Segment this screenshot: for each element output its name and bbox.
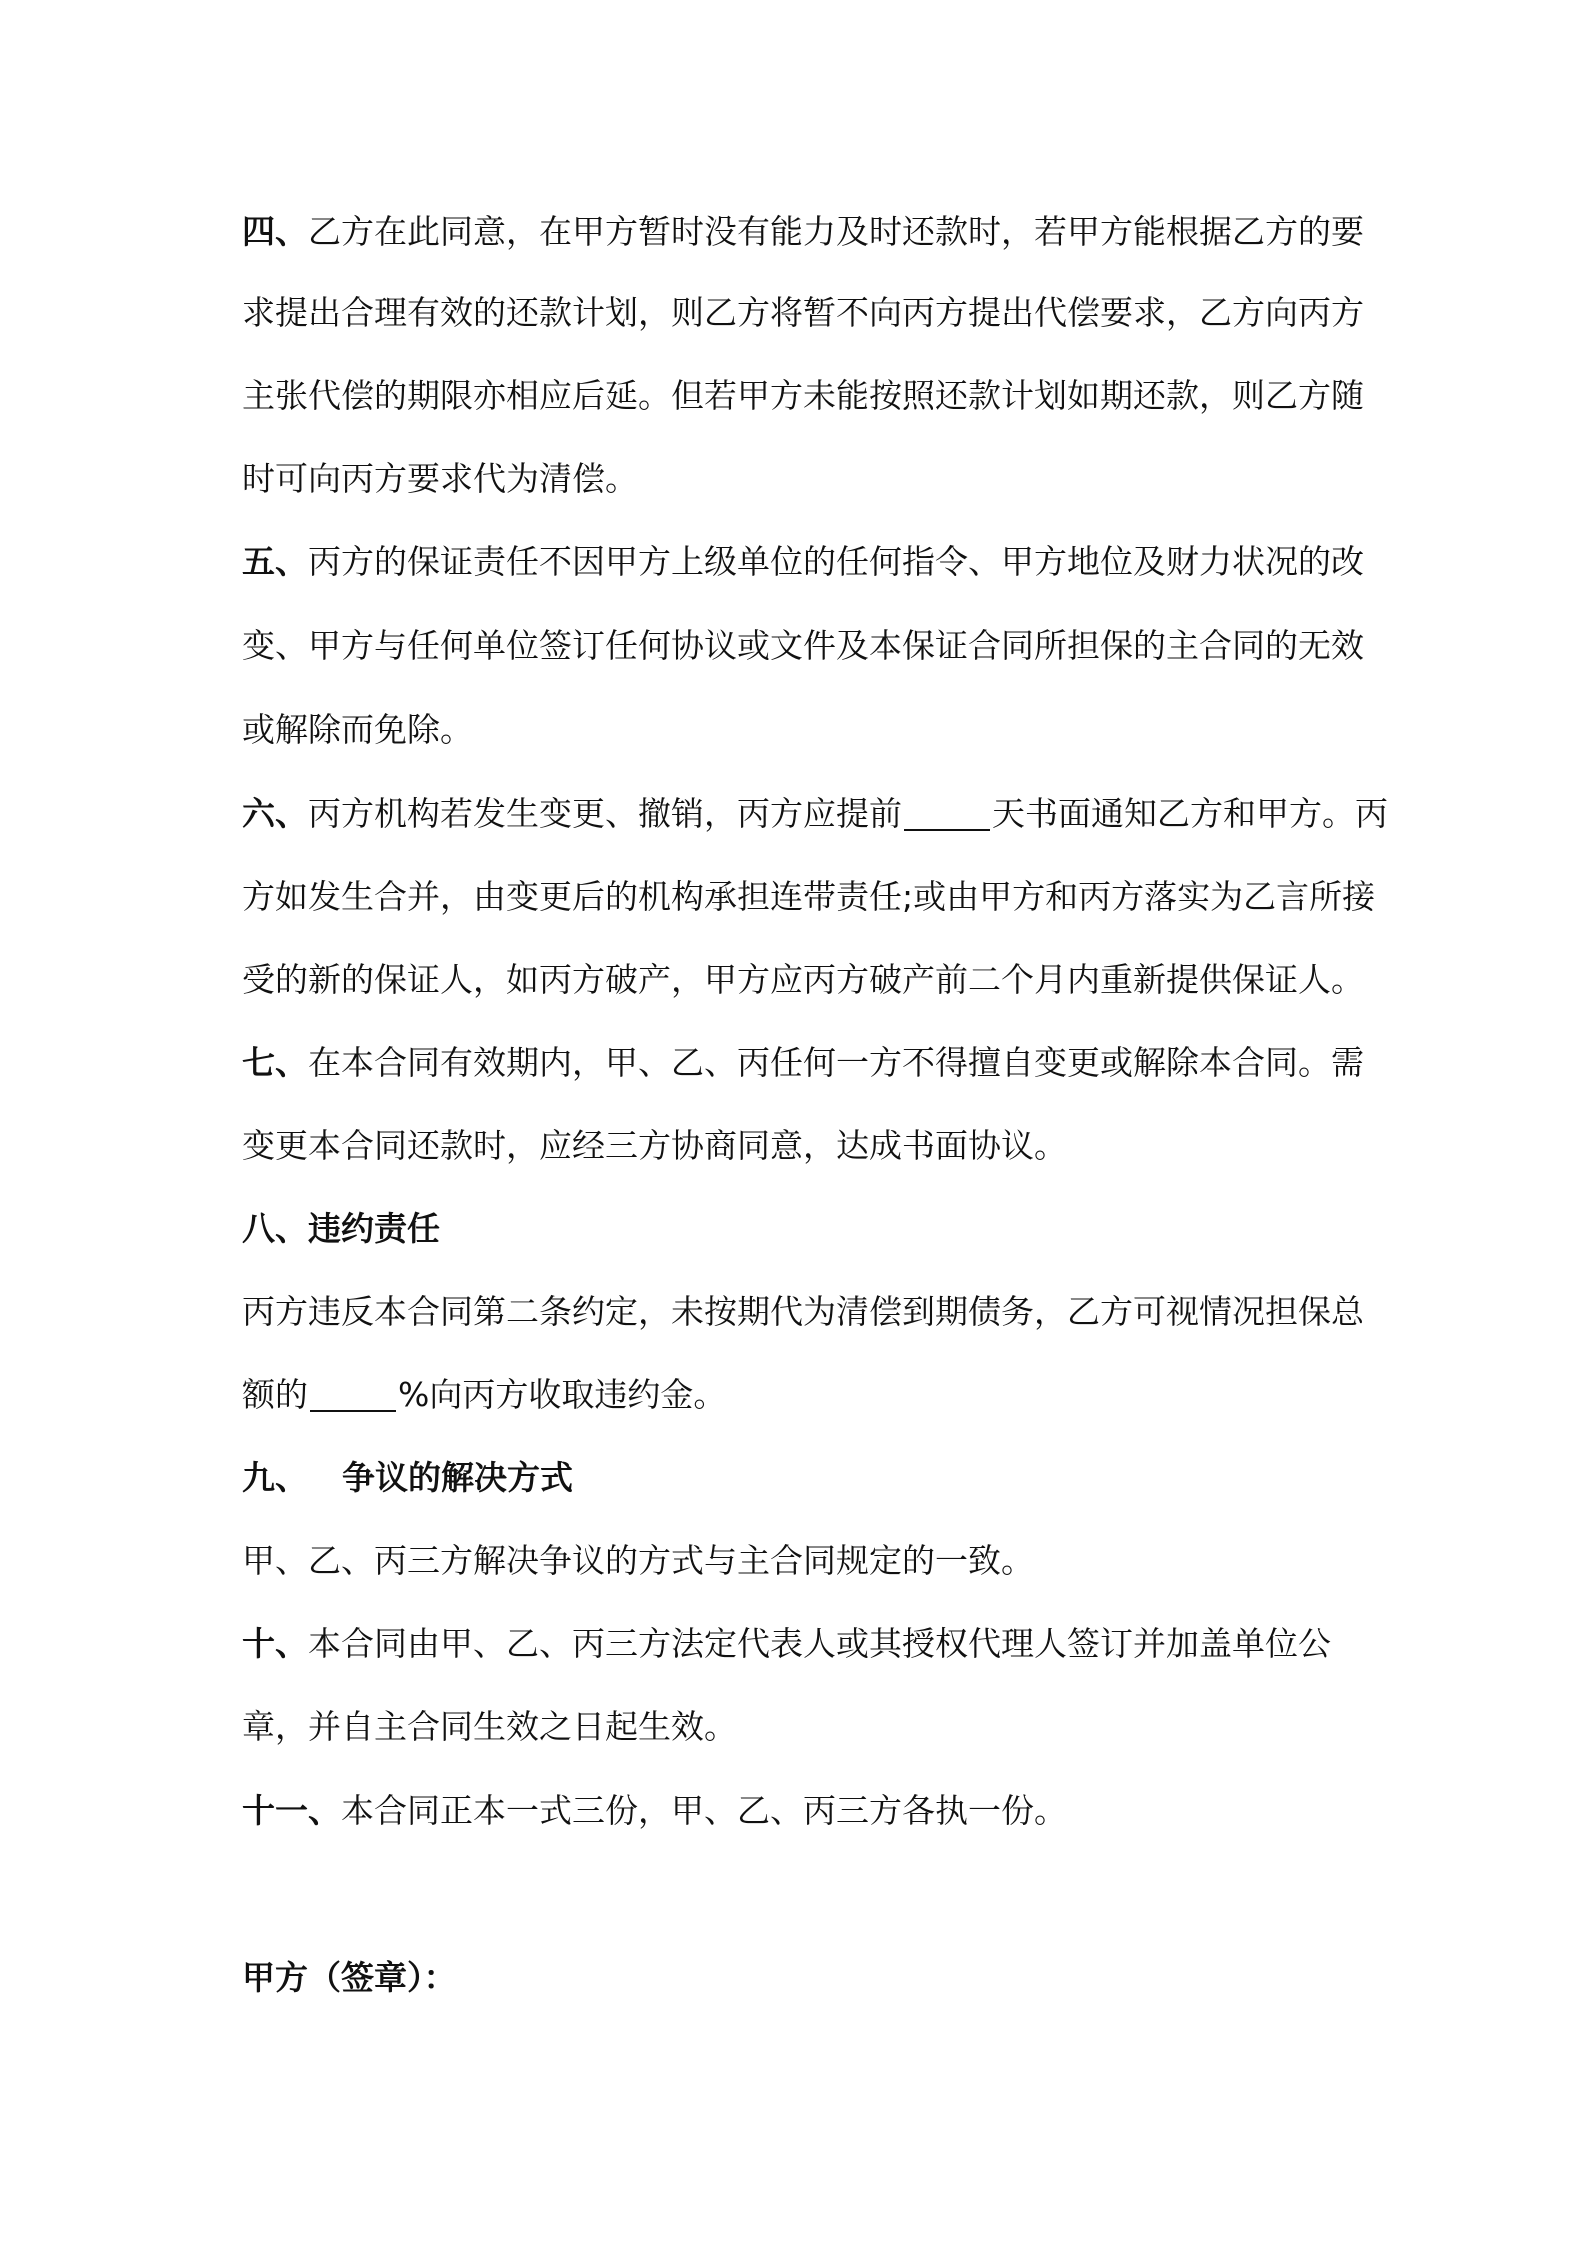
clause-4-text-1: 乙方在此同意，在甲方暂时没有能力及时还款时，若甲方能根据乙方的要 xyxy=(308,212,1364,251)
clause-10-text-1: 本合同由甲、乙、丙三方法定代表人或其授权代理人签订并加盖单位公 xyxy=(308,1624,1331,1663)
clause-7-line-2: 变更本合同还款时，应经三方协商同意，达成书面协议。 xyxy=(242,1126,1067,1165)
clause-11-label: 十一、 xyxy=(242,1791,341,1830)
clause-6-line-2: 方如发生合并，由变更后的机构承担连带责任;或由甲方和丙方落实为乙言所接 xyxy=(242,877,1376,916)
clause-8-heading: 八、违约责任 xyxy=(242,1209,440,1248)
clause-5-line-2: 变、甲方与任何单位签订任何协议或文件及本保证合同所担保的主合同的无效 xyxy=(242,626,1364,665)
clause-8-line-2 xyxy=(242,1373,726,1417)
clause-4-label: 四、 xyxy=(242,212,308,251)
days-blank-field xyxy=(904,799,990,831)
clause-7-line-1 xyxy=(242,1041,1364,1085)
clause-8-text-before-blank: 额的 xyxy=(242,1375,308,1414)
clause-6-line-1 xyxy=(242,792,1388,836)
clause-6-label: 六、 xyxy=(242,794,308,833)
clause-7-label: 七、 xyxy=(242,1043,308,1082)
clause-8-line-1: 丙方违反本合同第二条约定，未按期代为清偿到期债务，乙方可视情况担保总 xyxy=(242,1292,1364,1331)
clause-6-text-before-blank: 丙方机构若发生变更、撤销，丙方应提前 xyxy=(308,794,902,833)
clause-9-heading xyxy=(242,1456,573,1500)
clause-8-text-after-blank: %向丙方收取违约金。 xyxy=(398,1375,727,1414)
clause-11-text-1: 本合同正本一式三份，甲、乙、丙三方各执一份。 xyxy=(341,1791,1067,1830)
clause-5-text-1: 丙方的保证责任不因甲方上级单位的任何指令、甲方地位及财力状况的改 xyxy=(308,542,1364,581)
percent-blank-field xyxy=(310,1380,396,1412)
clause-6-text-after-blank: 天书面通知乙方和甲方。丙 xyxy=(992,794,1388,833)
clause-4-line-2: 求提出合理有效的还款计划，则乙方将暂不向丙方提出代偿要求，乙方向丙方 xyxy=(242,293,1364,332)
clause-4-line-1 xyxy=(242,210,1364,254)
clause-9-heading-text: 争议的解决方式 xyxy=(342,1458,573,1497)
clause-7-text-1: 在本合同有效期内，甲、乙、丙任何一方不得擅自变更或解除本合同。需 xyxy=(308,1043,1364,1082)
clause-10-label: 十、 xyxy=(242,1624,308,1663)
clause-6-line-3: 受的新的保证人，如丙方破产，甲方应丙方破产前二个月内重新提供保证人。 xyxy=(242,960,1364,999)
clause-11-line-1 xyxy=(242,1789,1067,1833)
clause-10-line-2: 章，并自主合同生效之日起生效。 xyxy=(242,1707,737,1746)
clause-4-line-4: 时可向丙方要求代为清偿。 xyxy=(242,459,638,498)
clause-4-line-3: 主张代偿的期限亦相应后延。但若甲方未能按照还款计划如期还款，则乙方随 xyxy=(242,376,1364,415)
clause-9-line-1: 甲、乙、丙三方解决争议的方式与主合同规定的一致。 xyxy=(242,1541,1034,1580)
clause-5-line-1 xyxy=(242,540,1364,584)
party-a-signature-label: 甲方（签章）： xyxy=(242,1958,457,1997)
clause-10-line-1 xyxy=(242,1622,1331,1666)
clause-9-heading-num: 九、 xyxy=(242,1458,308,1497)
clause-5-label: 五、 xyxy=(242,542,308,581)
clause-5-line-3: 或解除而免除。 xyxy=(242,710,473,749)
